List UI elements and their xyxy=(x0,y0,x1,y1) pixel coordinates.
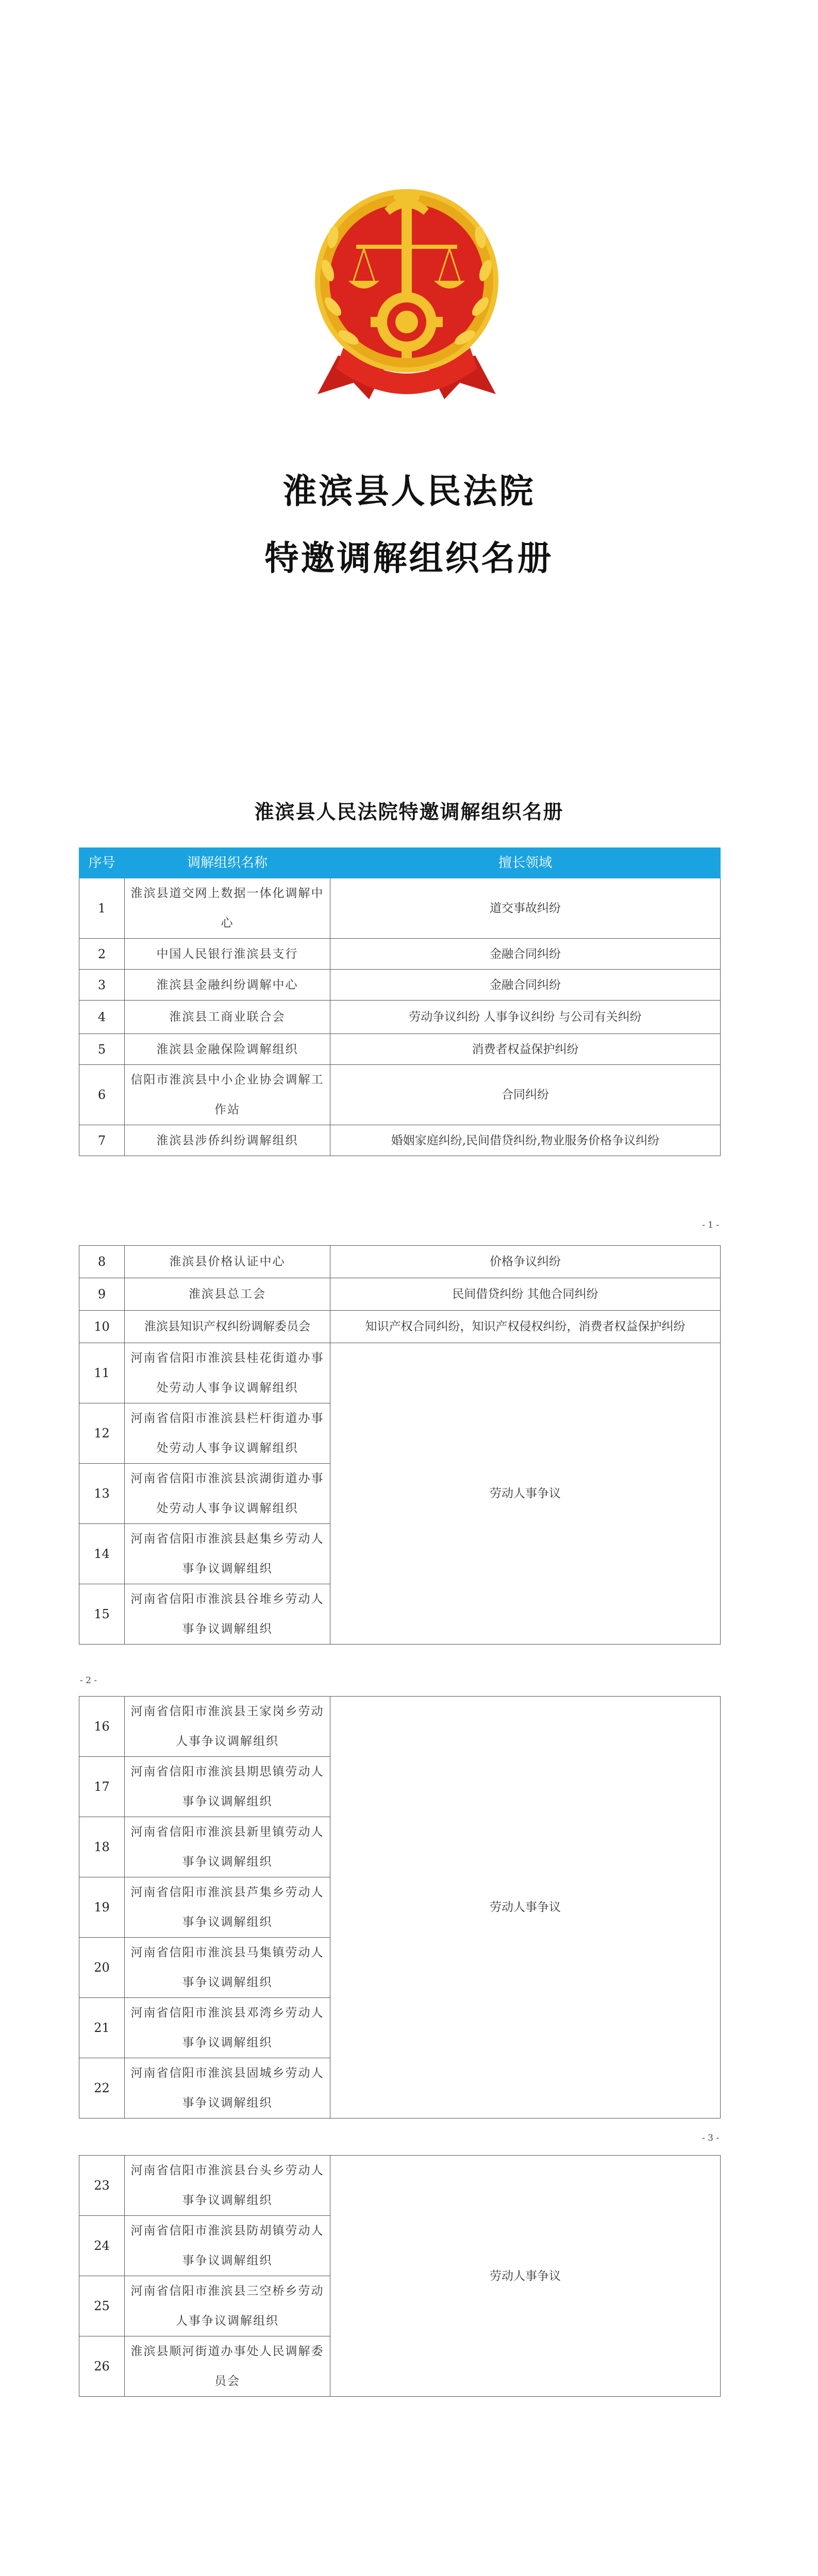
row-index: 26 xyxy=(79,2336,125,2397)
table-row xyxy=(79,1278,721,1311)
row-index: 23 xyxy=(79,2156,125,2216)
page-number: - 2 - xyxy=(80,1675,97,1686)
roster-table-part3 xyxy=(79,1696,721,2119)
table-row xyxy=(79,878,721,939)
row-index: 16 xyxy=(79,1697,125,1757)
page-number: - 1 - xyxy=(702,1220,720,1230)
row-org-name: 淮滨县顺河街道办事处人民调解委员会 xyxy=(125,2336,330,2397)
row-org-name: 河南省信阳市淮滨县赵集乡劳动人事争议调解组织 xyxy=(125,1524,330,1584)
row-index: 14 xyxy=(79,1524,125,1584)
table-row xyxy=(79,1034,721,1065)
row-org-name: 河南省信阳市淮滨县期思镇劳动人事争议调解组织 xyxy=(125,1757,330,1817)
row-index: 9 xyxy=(79,1278,125,1311)
row-domain: 道交事故纠纷 xyxy=(330,878,721,939)
table-row xyxy=(79,939,721,970)
row-org-name: 淮滨县涉侨纠纷调解组织 xyxy=(125,1125,330,1156)
row-org-name: 淮滨县金融保险调解组织 xyxy=(125,1034,330,1065)
row-index: 8 xyxy=(79,1246,125,1278)
row-index: 18 xyxy=(79,1817,125,1877)
row-index: 22 xyxy=(79,2058,125,2119)
row-org-name: 淮滨县工商业联合会 xyxy=(125,1001,330,1034)
row-domain: 金融合同纠纷 xyxy=(330,970,721,1001)
row-org-name: 河南省信阳市淮滨县马集镇劳动人事争议调解组织 xyxy=(125,1938,330,1998)
row-domain: 劳动人事争议 xyxy=(330,1697,721,2119)
row-org-name: 河南省信阳市淮滨县台头乡劳动人事争议调解组织 xyxy=(125,2156,330,2216)
row-index: 19 xyxy=(79,1877,125,1938)
row-org-name: 淮滨县道交网上数据一体化调解中心 xyxy=(125,878,330,939)
row-index: 1 xyxy=(79,878,125,939)
row-org-name: 河南省信阳市淮滨县栏杆街道办事处劳动人事争议调解组织 xyxy=(125,1403,330,1464)
row-index: 3 xyxy=(79,970,125,1001)
header-domain: 擅长领域 xyxy=(330,848,721,878)
row-org-name: 淮滨县金融纠纷调解中心 xyxy=(125,970,330,1001)
row-domain: 价格争议纠纷 xyxy=(330,1246,721,1278)
row-index: 7 xyxy=(79,1125,125,1156)
cover-title-line2: 特邀调解组织名册 xyxy=(264,538,554,578)
row-domain: 合同纠纷 xyxy=(330,1065,721,1125)
row-org-name: 河南省信阳市淮滨县固城乡劳动人事争议调解组织 xyxy=(125,2058,330,2119)
row-index: 13 xyxy=(79,1464,125,1524)
row-org-name: 中国人民银行淮滨县支行 xyxy=(125,939,330,970)
roster-table-part1 xyxy=(79,848,721,1156)
table-header-row xyxy=(79,848,721,878)
row-index: 21 xyxy=(79,1998,125,2058)
table-row xyxy=(79,1001,721,1034)
court-emblem-icon xyxy=(307,178,506,404)
row-index: 5 xyxy=(79,1034,125,1065)
row-domain: 婚姻家庭纠纷,民间借贷纠纷,物业服务价格争议纠纷 xyxy=(330,1125,721,1156)
table-row xyxy=(79,1246,721,1278)
row-index: 17 xyxy=(79,1757,125,1817)
row-index: 20 xyxy=(79,1938,125,1998)
row-org-name: 河南省信阳市淮滨县三空桥乡劳动人事争议调解组织 xyxy=(125,2276,330,2336)
table-row xyxy=(79,2156,721,2216)
row-org-name: 信阳市淮滨县中小企业协会调解工作站 xyxy=(125,1065,330,1125)
list-title: 淮滨县人民法院特邀调解组织名册 xyxy=(254,800,564,823)
row-domain: 金融合同纠纷 xyxy=(330,939,721,970)
row-org-name: 河南省信阳市淮滨县滨湖街道办事处劳动人事争议调解组织 xyxy=(125,1464,330,1524)
row-index: 25 xyxy=(79,2276,125,2336)
table-row xyxy=(79,1311,721,1343)
row-domain: 劳动人事争议 xyxy=(330,2156,721,2397)
row-org-name: 河南省信阳市淮滨县桂花街道办事处劳动人事争议调解组织 xyxy=(125,1343,330,1403)
table-row xyxy=(79,1697,721,1757)
row-domain: 劳动人事争议 xyxy=(330,1343,721,1645)
row-org-name: 河南省信阳市淮滨县新里镇劳动人事争议调解组织 xyxy=(125,1817,330,1877)
row-index: 10 xyxy=(79,1311,125,1343)
roster-table-part2 xyxy=(79,1245,721,1645)
cover-title-line1: 淮滨县人民法院 xyxy=(282,471,536,511)
header-org-name: 调解组织名称 xyxy=(125,848,330,878)
page-number: - 3 - xyxy=(702,2133,720,2143)
row-domain: 消费者权益保护纠纷 xyxy=(330,1034,721,1065)
row-domain: 民间借贷纠纷 其他合同纠纷 xyxy=(330,1278,721,1311)
row-org-name: 河南省信阳市淮滨县王家岗乡劳动人事争议调解组织 xyxy=(125,1697,330,1757)
row-index: 11 xyxy=(79,1343,125,1403)
row-index: 2 xyxy=(79,939,125,970)
table-row xyxy=(79,1125,721,1156)
row-org-name: 淮滨县价格认证中心 xyxy=(125,1246,330,1278)
row-org-name: 淮滨县总工会 xyxy=(125,1278,330,1311)
row-org-name: 河南省信阳市淮滨县邓湾乡劳动人事争议调解组织 xyxy=(125,1998,330,2058)
row-org-name: 淮滨县知识产权纠纷调解委员会 xyxy=(125,1311,330,1343)
row-org-name: 河南省信阳市淮滨县谷堆乡劳动人事争议调解组织 xyxy=(125,1584,330,1645)
row-index: 6 xyxy=(79,1065,125,1125)
table-row xyxy=(79,970,721,1001)
header-index: 序号 xyxy=(79,848,125,878)
table-row xyxy=(79,1065,721,1125)
row-org-name: 河南省信阳市淮滨县芦集乡劳动人事争议调解组织 xyxy=(125,1877,330,1938)
row-index: 4 xyxy=(79,1001,125,1034)
row-org-name: 河南省信阳市淮滨县防胡镇劳动人事争议调解组织 xyxy=(125,2216,330,2276)
row-domain: 知识产权合同纠纷，知识产权侵权纠纷，消费者权益保护纠纷 xyxy=(330,1311,721,1343)
row-domain: 劳动争议纠纷 人事争议纠纷 与公司有关纠纷 xyxy=(330,1001,721,1034)
table-row xyxy=(79,1343,721,1403)
row-index: 24 xyxy=(79,2216,125,2276)
roster-table-part4 xyxy=(79,2155,721,2397)
row-index: 15 xyxy=(79,1584,125,1645)
row-index: 12 xyxy=(79,1403,125,1464)
